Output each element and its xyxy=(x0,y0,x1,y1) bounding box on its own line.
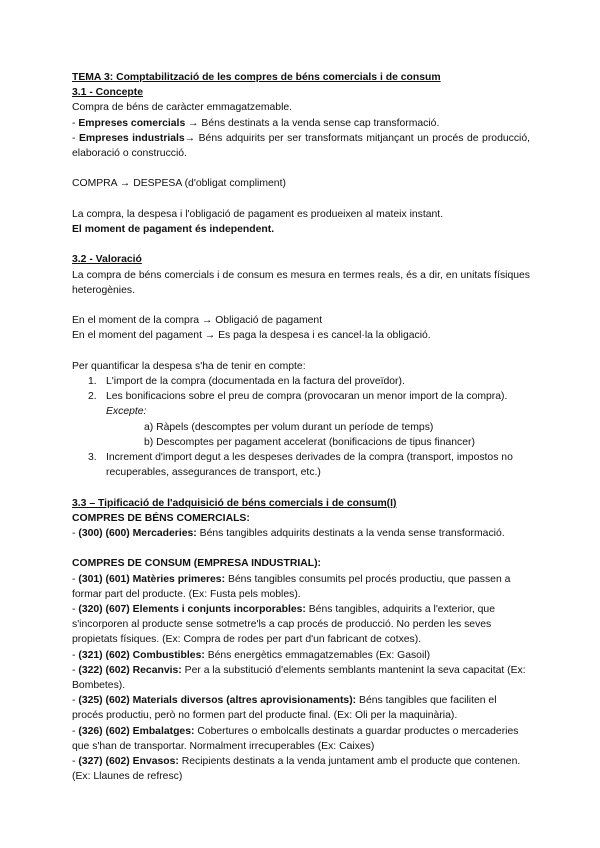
empreses-comercials-text: → Béns destinats a la venda sense cap transformació. xyxy=(185,117,440,129)
list-item: 1. L'import de la compra (documentada en la factura del proveïdor). xyxy=(88,375,405,387)
account-entry: - (325) (602) Materials diversos (altres aprovisionaments): Béns tangibles que faciliten el procés productiu, però no formen part del producte final. (Ex: Oli per la maquinària). xyxy=(72,695,497,722)
moment-compra-line: En el moment de la compra → Obligació de pagament xyxy=(72,315,323,327)
empreses-industrials-text: → Béns adquirits per ser transformats mitjançant un procés de producció, elaboració o construcció. xyxy=(72,132,530,160)
empreses-comercials-line: - Empreses comercials → Béns destinats a la venda sense cap transformació. xyxy=(72,117,440,129)
account-entry: - (321) (602) Combustibles: Béns energètics emmagatzemables (Ex: Gasoil) xyxy=(72,649,431,661)
account-entry: - (320) (607) Elements i conjunts incorporables: Béns tangibles, adquirits a l'exterior, que s'incorporen al producte sense sotmetre'ls a cap procés de producció. No perden les seves propietats físiques. (Ex: Compra de rodes per part d'un fabricant de cotxes). xyxy=(72,604,495,646)
section-3-1-heading: 3.1 - Concepte xyxy=(72,87,144,99)
account-entry: - (322) (602) Recanvis: Per a la substitució d'elements semblants mantenint la seva capacitat (Ex: Bombetes). xyxy=(72,664,526,692)
account-entry: - (327) (602) Envasos: Recipients destinats a la venda juntament amb el producte que contenen. (Ex: Llaunes de refresc) xyxy=(72,756,521,783)
list-item: 3. Increment d'import degut a les despeses derivades de la compra (transport, impostos no recuperables, assegurances de transport, etc.) xyxy=(88,452,513,479)
compres-consum-title: COMPRES DE CONSUM (EMPRESA INDUSTRIAL): xyxy=(72,558,321,570)
independent-payment-line: El moment de pagament és independent. xyxy=(72,224,275,235)
account-entry: - (301) (601) Matèries primeres: Béns tangibles consumits pel procés productiu, que passen a formar part del producte. (Ex: Fusta pels mobles). xyxy=(72,573,511,600)
empreses-comercials-label: Empreses comercials xyxy=(78,117,186,129)
quantificar-line: Per quantificar la despesa s'ha de tenir en compte: xyxy=(72,360,306,372)
account-entry: - (326) (602) Embalatges: Cobertures o embolcalls destinats a guardar productes o mercaderies que s'han de transportar. Normalment irrecuperables (Ex: Caixes) xyxy=(72,725,519,752)
empreses-industrials-line: - Empreses industrials→ Béns adquirits per ser transformats mitjançant un procés de producció, elaboració o construcció. xyxy=(72,132,530,160)
compra-despesa-line: COMPRA → DESPESA (d'obligat compliment) xyxy=(72,178,286,190)
section-3-2-heading: 3.2 - Valoració xyxy=(72,254,142,266)
sub-item-a: a) Ràpels (descomptes per volum durant un període de temps) xyxy=(144,421,434,433)
valoracio-intro: La compra de béns comercials i de consum es mesura en termes reals, és a dir, en unitats físiques heterogènies. xyxy=(72,269,530,296)
section-3-3-heading: 3.3 – Tipificació de l'adquisició de béns comercials i de consum(I) xyxy=(72,497,397,509)
empreses-industrials-label: Empreses industrials xyxy=(78,132,185,144)
quantify-list xyxy=(72,374,530,420)
simultaneous-line: La compra, la despesa i l'obligació de pagament es produeixen al mateix instant. xyxy=(72,208,444,220)
concept-intro: Compra de béns de caràcter emmagatzemable. xyxy=(72,102,293,114)
sub-item-b: b) Descomptes per pagament accelerat (bonificacions de tipus financer) xyxy=(144,436,475,448)
mercaderies-entry: - (300) (600) Mercaderies: Béns tangibles adquirits destinats a la venda sense transformació. xyxy=(72,528,505,539)
compres-comercials-title: COMPRES DE BÉNS COMERCIALS: xyxy=(72,512,250,524)
document-title: TEMA 3: Comptabilització de les compres de béns comercials i de consum xyxy=(72,72,441,83)
excepte-label: Excepte: xyxy=(106,406,147,418)
document-page xyxy=(72,70,530,784)
list-item: 2. Les bonificacions sobre el preu de compra (provocaran un menor import de la compra). Excepte: xyxy=(88,391,508,418)
quantify-list-cont xyxy=(72,450,530,480)
moment-pagament-line: En el moment del pagament → Es paga la despesa i es cancel·la la obligació. xyxy=(72,330,431,342)
